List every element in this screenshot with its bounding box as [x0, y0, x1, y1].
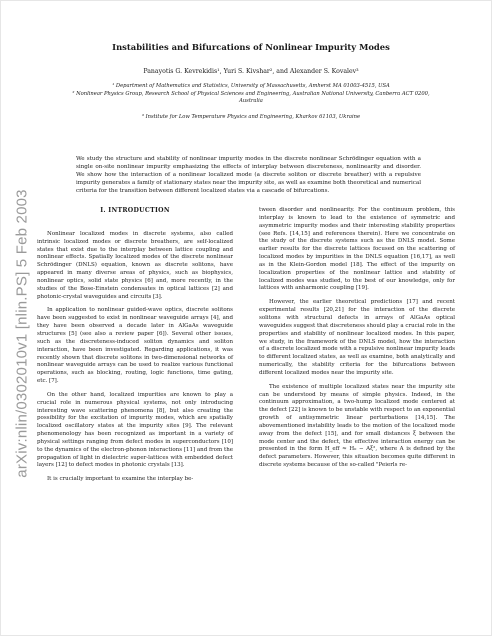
section-heading: I. INTRODUCTION — [100, 207, 170, 214]
paragraph: tween disorder and nonlinearity. For the continuum problem, this interplay is known to lead to the existence of symmetric and asymmetric impurity modes and their interesting stability properties (see Refs. [14,15] and references therein). Here we concentrate on the study of the discrete systems such as the DNLS model. Some earlier results for the discrete lattices focused on the scattering of localized modes by impurities in the DNLS equation [16,17], as well as in the Klein-Gordon model [18]. The effect of the impurity on localization properties of the nonlinear lattice and stability of localized modes was studied, to the best of our knowledge, only for lattices with anharmonic coupling [19]. — [259, 207, 455, 292]
affiliation-3: ³ Institute for Low Temperature Physics and Engineering, Kharkov 61103, Ukraine — [141, 114, 361, 120]
paragraph: In application to nonlinear guided-wave optics, discrete solitons have been suggested to exist in nonlinear waveguide arrays [4], and they have been observed a decade later in AlGaAs waveguide structures [5] (see also a review paper [6]). Several other issues, such as the discreteness-induced soliton dynamics and soliton interaction, have been investigated. Regarding applications, it was recently shown that discrete solitons in two-dimensional networks of nonlinear waveguide arrays can be used to realize various functional operations, such as blocking, routing, logic functions, time gating, etc. [7]. — [37, 307, 233, 385]
arxiv-side-stamp — [11, 189, 33, 478]
abstract: We study the structure and stability of nonlinear impurity modes in the discrete nonlinear Schrödinger equation with a single on-site nonlinear impurity emphasizing the effects of interplay between discreteness, nonlinearity and disorder. We show how the interaction of a nonlinear localized mode (a discrete soliton or discrete breather) with a repulsive impurity generates a family of stationary states near the impurity site, as well as examine both theoretical and numerical criteria for the transition between different localized states via a cascade of bifurcations. — [76, 156, 421, 194]
paragraph: The existence of multiple localized states near the impurity site can be understood by means of simple physics. Indeed, in the continuum approximation, a two-hump localized mode centered at the defect [22] is known to be unstable with respect to an exponential growth of antisymmetric linear perturbations [14,15]. The abovementioned instability leads to the motion of the localized mode away from the defect [15], and for small distances ξ between the mode center and the defect, the effective interaction energy can be presented in the form H_eff ≈ H₀ − Aξ², where A is defined by the defect parameters. However, this situation becomes quite different in discrete systems because of the so-called "Peierls re- — [259, 383, 455, 469]
paper-title: Instabilities and Bifurcations of Nonlinear Impurity Modes — [112, 42, 390, 52]
paragraph: Nonlinear localized modes in discrete systems, also called intrinsic localized modes or discrete breathers, are self-localized states that exist due to the interplay between lattice coupling and nonlinear effects. Spatially localized modes of the discrete nonlinear Schrödinger (DNLS) equation, known as discrete solitons, have appeared in many diverse areas of physics, such as biophysics, nonlinear optics, solid state physics [6] and, more recently, in the studies of the Bose-Einstein condensates in optical lattices [2] and photonic-crystal waveguides and circuits [3]. — [37, 230, 233, 300]
left-column — [37, 207, 233, 490]
paragraph: However, the earlier theoretical predictions [17] and recent experimental results [20,21] for the interaction of the discrete solitons with structural defects in arrays of AlGaAs optical waveguides suggest that discreteness should play a crucial role in the properties and stability of nonlinear localized modes. In this paper, we study, in the framework of the DNLS model, how the interaction of a discrete localized mode with a repulsive nonlinear impurity leads to different localized states, as well as examine, both analytically and numerically, the stability criteria for the bifurcations between different localized modes near the impurity site. — [259, 299, 455, 376]
affiliation-2: ² Nonlinear Physics Group, Research School of Physical Sciences and Engineering, Australian National University, Canberra ACT 0200, Australia — [72, 91, 430, 105]
paragraph: On the other hand, localized impurities are known to play a crucial role in numerous physical systems, not only introducing interesting wave scattering phenomena [8], but also creating the possibility for the excitation of impurity modes, which are spatially localized oscillatory states at the impurity sites [9]. The relevant phenomenology has been recognized as important in a variety of physical settings ranging from defect modes in superconductors [10] to the dynamics of the electron-phonon interactions [11] and from the propagation of light in dielectric super-lattices with embedded defect layers [12] to defect modes in photonic crystals [13]. — [37, 391, 233, 469]
author-list: Panayotis G. Kevrekidis¹, Yuri S. Kivshar², and Alexander S. Kovalev³ — [143, 68, 359, 75]
paragraph: It is crucially important to examine the interplay be- — [47, 476, 194, 483]
arxiv-identifier: arXiv:nlin/0302010v1 [nlin.PS] 5 Feb 2003 — [13, 189, 31, 478]
right-column — [259, 207, 455, 476]
affiliation-1: ¹ Department of Mathematics and Statistics, University of Massachusetts, Amherst MA 01003-4515, USA — [112, 83, 390, 89]
